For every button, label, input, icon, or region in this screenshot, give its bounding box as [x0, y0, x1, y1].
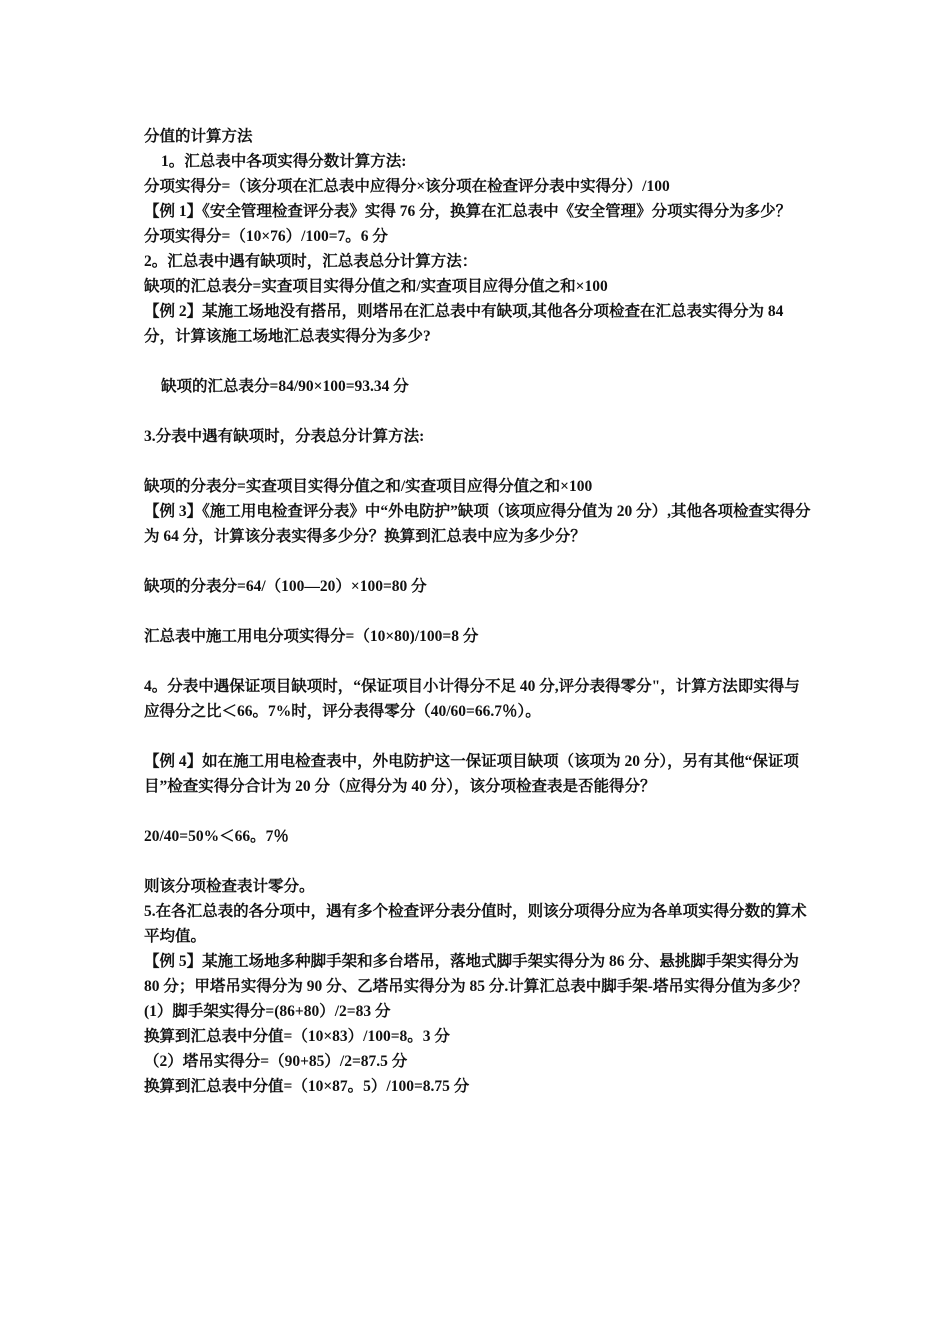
example-4-calc: 20/40=50%＜66。7％ [144, 828, 289, 845]
example-2-answer: 缺项的汇总表分=84/90×100=93.34 分 [161, 378, 409, 395]
section-2-heading: 2。汇总表中遇有缺项时，汇总表总分计算方法： [144, 253, 478, 270]
spacer [144, 399, 814, 424]
example-4-answer: 则该分项检查表计零分。 [144, 878, 315, 895]
example-2: 【例 2】某施工场地没有搭吊，则塔吊在汇总表中有缺项,其他各分项检查在汇总表实得分为 84 分，计算该施工场地汇总表实得分为多少? [144, 303, 784, 345]
spacer [144, 549, 814, 574]
example-1: 【例 1】《安全管理检查评分表》实得 76 分，换算在汇总表中《安全管理》分项实得分为多少？ [144, 203, 792, 220]
spacer [144, 349, 814, 374]
document-title: 分值的计算方法 [144, 128, 253, 145]
example-3-answer-2: 汇总表中施工用电分项实得分=（10×80)/100=8 分 [144, 628, 479, 645]
section-5-heading: 5.在各汇总表的各分项中，遇有多个检查评分表分值时，则该分项得分应为各单项实得分数的算术平均值。 [144, 903, 807, 945]
spacer [144, 599, 814, 624]
spacer [144, 799, 814, 824]
spacer [144, 649, 814, 674]
example-5-step-2: （2）塔吊实得分=（90+85）/2=87.5 分 [144, 1053, 408, 1070]
example-5: 【例 5】某施工场地多种脚手架和多台塔吊，落地式脚手架实得分为 86 分、悬挑脚手架实得分为 80 分；甲塔吊实得分为 90 分、乙塔吊实得分为 85 分.计算汇总表中脚手架-塔吊实得分值为多少？ [144, 953, 808, 995]
section-2-formula: 缺项的汇总表分=实查项目实得分值之和/实查项目应得分值之和×100 [144, 278, 608, 295]
example-5-step-2-convert: 换算到汇总表中分值=（10×87。5）/100=8.75 分 [144, 1078, 470, 1095]
section-1-formula: 分项实得分=（该分项在汇总表中应得分×该分项在检查评分表中实得分）/100 [144, 178, 670, 195]
section-3-formula: 缺项的分表分=实查项目实得分值之和/实查项目应得分值之和×100 [144, 478, 593, 495]
example-4: 【例 4】如在施工用电检查表中，外电防护这一保证项目缺项（该项为 20 分），另有其他“保证项目”检查实得分合计为 20 分（应得分为 40 分），该分项检查表是否能得分？ [144, 753, 799, 795]
section-3-heading: 3.分表中遇有缺项时，分表总分计算方法: [144, 428, 425, 445]
example-3: 【例 3】《施工用电检查评分表》中“外电防护”缺项（该项应得分值为 20 分）,其他各项检查实得分为 64 分，计算该分表实得多少分？换算到汇总表中应为多少分？ [144, 503, 811, 545]
section-4-heading: 4。分表中遇保证项目缺项时，“保证项目小计得分不足 40 分,评分表得零分"，计算方法即实得与应得分之比＜66。7%时，评分表得零分（40/60=66.7％）。 [144, 678, 800, 720]
example-3-answer-1: 缺项的分表分=64/（100—20）×100=80 分 [144, 578, 427, 595]
spacer [144, 449, 814, 474]
example-5-step-1: (1）脚手架实得分=(86+80）/2=83 分 [144, 1003, 391, 1020]
document-body [144, 124, 814, 1099]
example-5-step-1-convert: 换算到汇总表中分值=（10×83）/100=8。3 分 [144, 1028, 450, 1045]
spacer [144, 724, 814, 749]
example-1-answer: 分项实得分=（10×76）/100=7。6 分 [144, 228, 388, 245]
spacer [144, 849, 814, 874]
section-1-heading: 1。汇总表中各项实得分数计算方法: [161, 153, 407, 170]
